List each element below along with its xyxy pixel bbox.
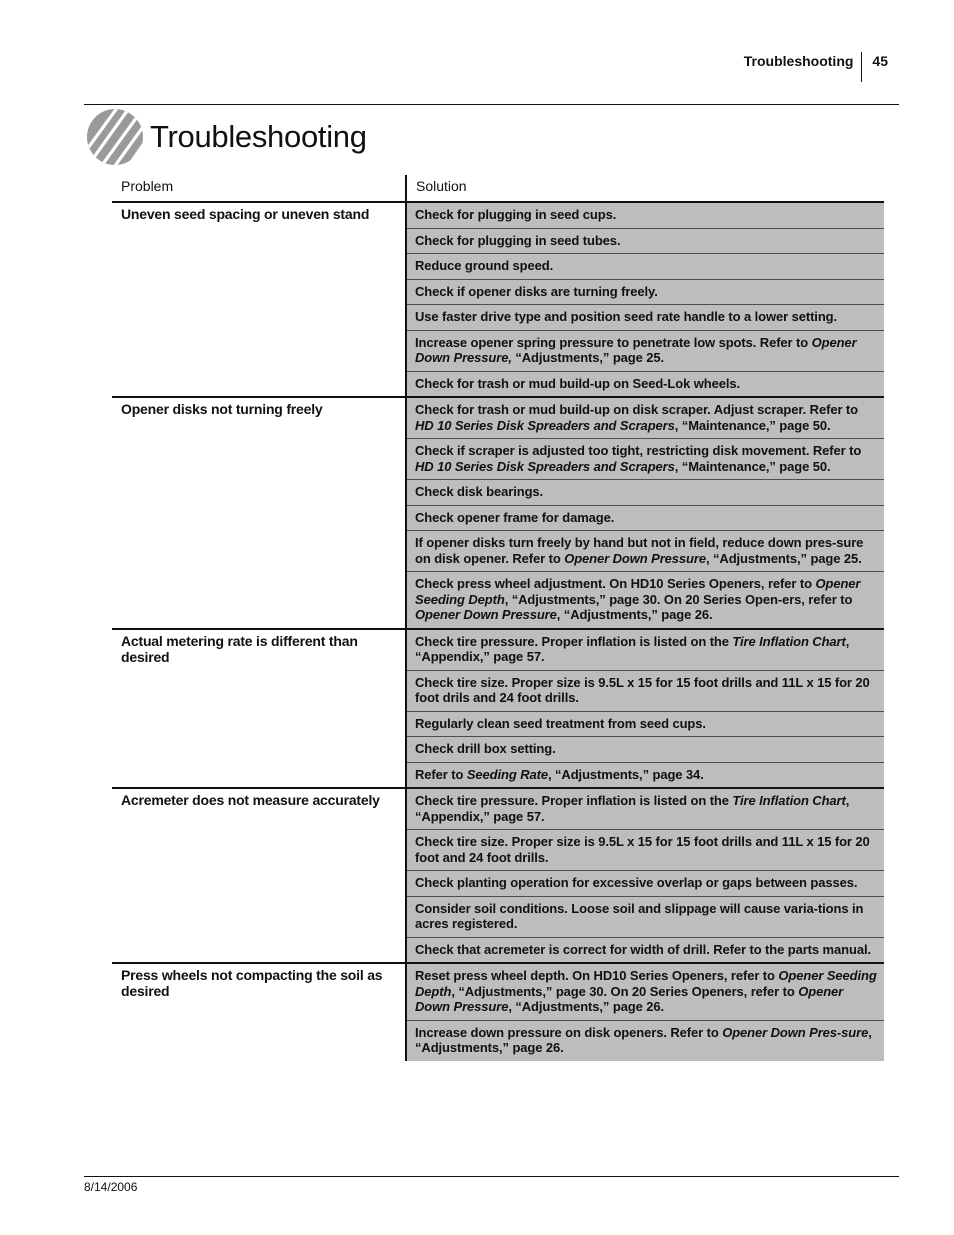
solutions-cell [406, 397, 884, 629]
solution-text: Consider soil conditions. Loose soil and slippage will cause varia-tions in acres registered. [415, 900, 864, 931]
solution-text: “Adjustments,” page 25. [511, 350, 665, 365]
solution-text: Check opener frame for damage. [415, 509, 615, 525]
striped-circle-logo-icon [86, 108, 144, 166]
solution-item [407, 371, 884, 397]
solution-item [407, 203, 884, 228]
solution-item [407, 505, 884, 531]
solution-reference-text: Opener Down Pres-sure [722, 1024, 869, 1040]
header-section-title: Troubleshooting [743, 53, 854, 69]
solution-reference-text: Opener Seeding Depth [415, 576, 861, 607]
solution-item [407, 896, 884, 937]
problem-cell: Actual metering rate is different than desired [112, 629, 406, 789]
solution-text: Check tire pressure. Proper inflation is listed on the [415, 793, 733, 808]
solution-text: Check tire size. Proper size is 9.5L x 15 for 15 foot drills and 11L x 15 for 20 foot and 24 foot drills. [415, 834, 870, 865]
solution-text: , “Adjustments,” page 30. On 20 Series Open-ers, refer to [504, 591, 853, 607]
solution-text: Increase down pressure on disk openers. Refer to [415, 1024, 723, 1040]
table-row [112, 788, 884, 963]
solution-text: , “Appendix,” page 57. [415, 633, 850, 664]
solution-item [407, 630, 884, 670]
problem-cell: Acremeter does not measure accurately [112, 788, 406, 963]
table-header-row [112, 175, 884, 202]
solution-reference-text: Seeding Rate [466, 766, 548, 782]
solution-item [407, 304, 884, 330]
solution-item [407, 398, 884, 438]
solution-text: , “Adjustments,” page 25. [705, 550, 862, 566]
solution-item [407, 530, 884, 571]
solution-text: Reset press wheel depth. On HD10 Series Openers, refer to [415, 968, 779, 983]
column-header-solution: Solution [406, 175, 884, 202]
solution-reference-text: Opener Down Pressure [415, 607, 557, 622]
solution-text: Check for plugging in seed tubes. [415, 232, 621, 248]
solution-item [407, 1020, 884, 1061]
solutions-cell [406, 788, 884, 963]
solution-text: Check tire pressure. Proper inflation is listed on the [415, 633, 733, 649]
solutions-cell [406, 629, 884, 789]
table-row [112, 397, 884, 629]
solution-item [407, 829, 884, 870]
table-row [112, 629, 884, 789]
problem-cell: Opener disks not turning freely [112, 397, 406, 629]
solution-text: Check if scraper is adjusted too tight, restricting disk movement. Refer to [415, 443, 862, 458]
solution-reference-text: Opener Down Pressure [415, 983, 844, 1014]
solution-text: Check that acremeter is correct for width of drill. Refer to the parts manual. [415, 941, 871, 957]
table-row [112, 202, 884, 397]
solution-item [407, 937, 884, 963]
solution-text: , “Adjustments,” page 34. [548, 766, 704, 782]
solution-item [407, 670, 884, 711]
solution-text: , “Maintenance,” page 50. [674, 417, 831, 433]
solution-item [407, 571, 884, 628]
solution-text: , “Adjustments,” page 26. [415, 1024, 872, 1055]
solution-item [407, 228, 884, 254]
solution-text: Increase opener spring pressure to penetrate low spots. Refer to [415, 334, 812, 350]
troubleshooting-table [112, 175, 884, 1061]
solution-item [407, 711, 884, 737]
column-header-problem: Problem [121, 178, 174, 194]
page-number: 45 [872, 53, 888, 69]
solution-item [407, 964, 884, 1020]
bottom-rule [84, 1176, 899, 1177]
problem-cell: Uneven seed spacing or uneven stand [112, 202, 406, 397]
solutions-cell [406, 202, 884, 397]
running-header [744, 52, 888, 82]
solution-text: Check press wheel adjustment. On HD10 Series Openers, refer to [415, 576, 816, 591]
footer-date: 8/14/2006 [84, 1180, 138, 1194]
solution-text: , “Maintenance,” page 50. [674, 458, 831, 474]
solutions-cell [406, 963, 884, 1061]
solution-text: , “Adjustments,” page 30. On 20 Series Openers, refer to [451, 983, 799, 999]
solution-text: , “Adjustments,” page 26. [556, 607, 713, 622]
solution-reference-text: Opener Down Pressure, [415, 334, 857, 365]
solution-item [407, 330, 884, 371]
page-title: Troubleshooting [150, 119, 367, 154]
solution-item [407, 253, 884, 279]
solution-reference-text: Opener Seeding Depth [415, 968, 877, 999]
solution-reference-text: Opener Down Pressure [564, 550, 706, 566]
table-row [112, 963, 884, 1061]
solution-text: Check tire size. Proper size is 9.5L x 15 for 15 foot drills and 11L x 15 for 20 foot drils and 24 foot drills. [415, 674, 870, 705]
solution-item [407, 870, 884, 896]
solution-text: Refer to [415, 766, 467, 782]
solution-text: Check for trash or mud build-up on Seed-Lok wheels. [415, 375, 740, 391]
solution-text: Check for trash or mud build-up on disk scraper. Adjust scraper. Refer to [415, 402, 858, 417]
solution-reference-text: Tire Inflation Chart [732, 633, 846, 649]
solution-item [407, 736, 884, 762]
problem-cell: Press wheels not compacting the soil as desired [112, 963, 406, 1061]
solution-text: Reduce ground speed. [415, 258, 554, 273]
solution-text: Regularly clean seed treatment from seed cups. [415, 715, 706, 731]
top-rule [84, 104, 899, 105]
solution-reference-text: Tire Inflation Chart [732, 793, 846, 808]
solution-item [407, 762, 884, 788]
solution-text: Use faster drive type and position seed rate handle to a lower setting. [415, 309, 838, 324]
solution-text: Check if opener disks are turning freely. [415, 283, 658, 299]
solution-text: , “Adjustments,” page 26. [508, 999, 665, 1014]
solution-item [407, 479, 884, 505]
solution-reference-text: HD 10 Series Disk Spreaders and Scrapers [415, 458, 675, 474]
section-heading [86, 108, 367, 166]
solution-text: , “Appendix,” page 57. [415, 793, 850, 824]
solution-reference-text: HD 10 Series Disk Spreaders and Scrapers [415, 417, 675, 433]
solution-item [407, 438, 884, 479]
solution-item [407, 789, 884, 829]
solution-item [407, 279, 884, 305]
solution-text: Check for plugging in seed cups. [415, 207, 617, 222]
solution-text: Check planting operation for excessive overlap or gaps between passes. [415, 875, 858, 890]
solution-text: Check disk bearings. [415, 484, 544, 499]
solution-text: Check drill box setting. [415, 741, 556, 756]
solution-text: If opener disks turn freely by hand but not in field, reduce down pres-sure on disk opener. Refer to [415, 535, 864, 566]
